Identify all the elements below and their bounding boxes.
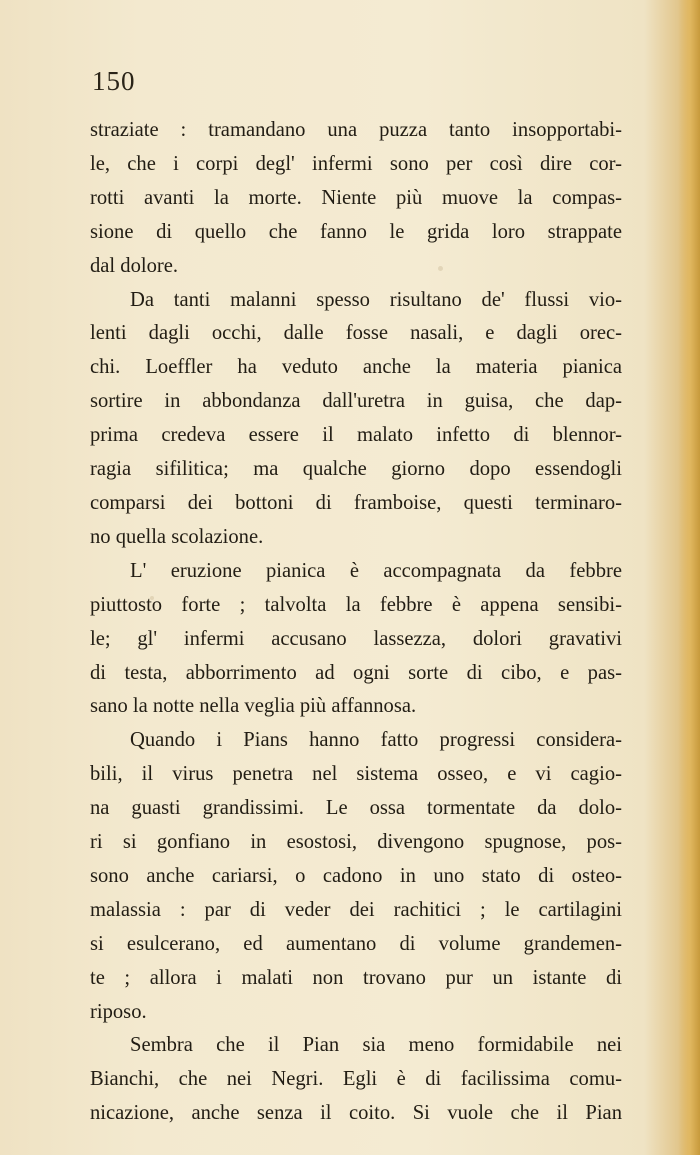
text-line: piuttosto forte ; talvolta la febbre è appena sensibi-	[90, 593, 622, 616]
text-line: prima credeva essere il malato infetto di blennor-	[90, 424, 622, 447]
text-line: bili, il virus penetra nel sistema osseo, e vi cagio-	[90, 763, 622, 786]
text-line: Sembra che il Pian sia meno formidabile nei	[130, 1034, 622, 1057]
text-line: ri si gonfiano in esostosi, divengono spugnose, pos-	[90, 831, 622, 854]
page-edge	[678, 0, 700, 1155]
text-line: sione di quello che fanno le grida loro strappate	[90, 220, 622, 243]
text-line: comparsi dei bottoni di framboise, questi terminaro-	[90, 491, 622, 514]
text-line: sano la notte nella veglia più affannosa.	[90, 695, 417, 718]
text-line: le, che i corpi degl' infermi sono per così dire cor-	[90, 152, 622, 175]
text-line: straziate : tramandano una puzza tanto insopportabi-	[90, 119, 622, 141]
text-line: te ; allora i malati non trovano pur un istante di	[90, 966, 622, 989]
text-line: na guasti grandissimi. Le ossa tormentate da dolo-	[90, 797, 622, 820]
text-line: Quando i Pians hanno fatto progressi considera-	[130, 729, 622, 752]
text-line: sono anche cariarsi, o cadono in uno stato di osteo-	[90, 864, 622, 887]
text-line: Bianchi, che nei Negri. Egli è di facilissima comu-	[90, 1068, 622, 1091]
text-line: ragia sifilitica; ma qualche giorno dopo essendogli	[90, 458, 622, 481]
text-line: le; gl' infermi accusano lassezza, dolori gravativi	[90, 627, 622, 650]
text-line: chi. Loeffler ha veduto anche la materia pianica	[90, 356, 622, 379]
text-line: si esulcerano, ed aumentano di volume grandemen-	[90, 932, 622, 955]
text-line: Da tanti malanni spesso risultano de' flussi vio-	[130, 288, 622, 311]
page-number: 150	[92, 66, 136, 96]
text-line: lenti dagli occhi, dalle fosse nasali, e dagli orec-	[90, 322, 622, 345]
text-line: L' eruzione pianica è accompagnata da febbre	[130, 559, 622, 582]
body-text	[90, 114, 622, 1131]
text-line: di testa, abborrimento ad ogni sorte di cibo, e pas-	[90, 661, 622, 684]
text-line: dal dolore.	[90, 254, 179, 277]
text-line: rotti avanti la morte. Niente più muove la compas-	[90, 186, 622, 209]
text-line: no quella scolazione.	[90, 525, 264, 548]
text-line: riposo.	[90, 1000, 147, 1023]
text-line: sortire in abbondanza dall'uretra in guisa, che dap-	[90, 390, 622, 413]
text-line: malassia : par di veder dei rachitici ; le cartilagini	[90, 898, 622, 921]
text-line: nicazione, anche senza il coito. Si vuole che il Pian	[90, 1102, 622, 1125]
